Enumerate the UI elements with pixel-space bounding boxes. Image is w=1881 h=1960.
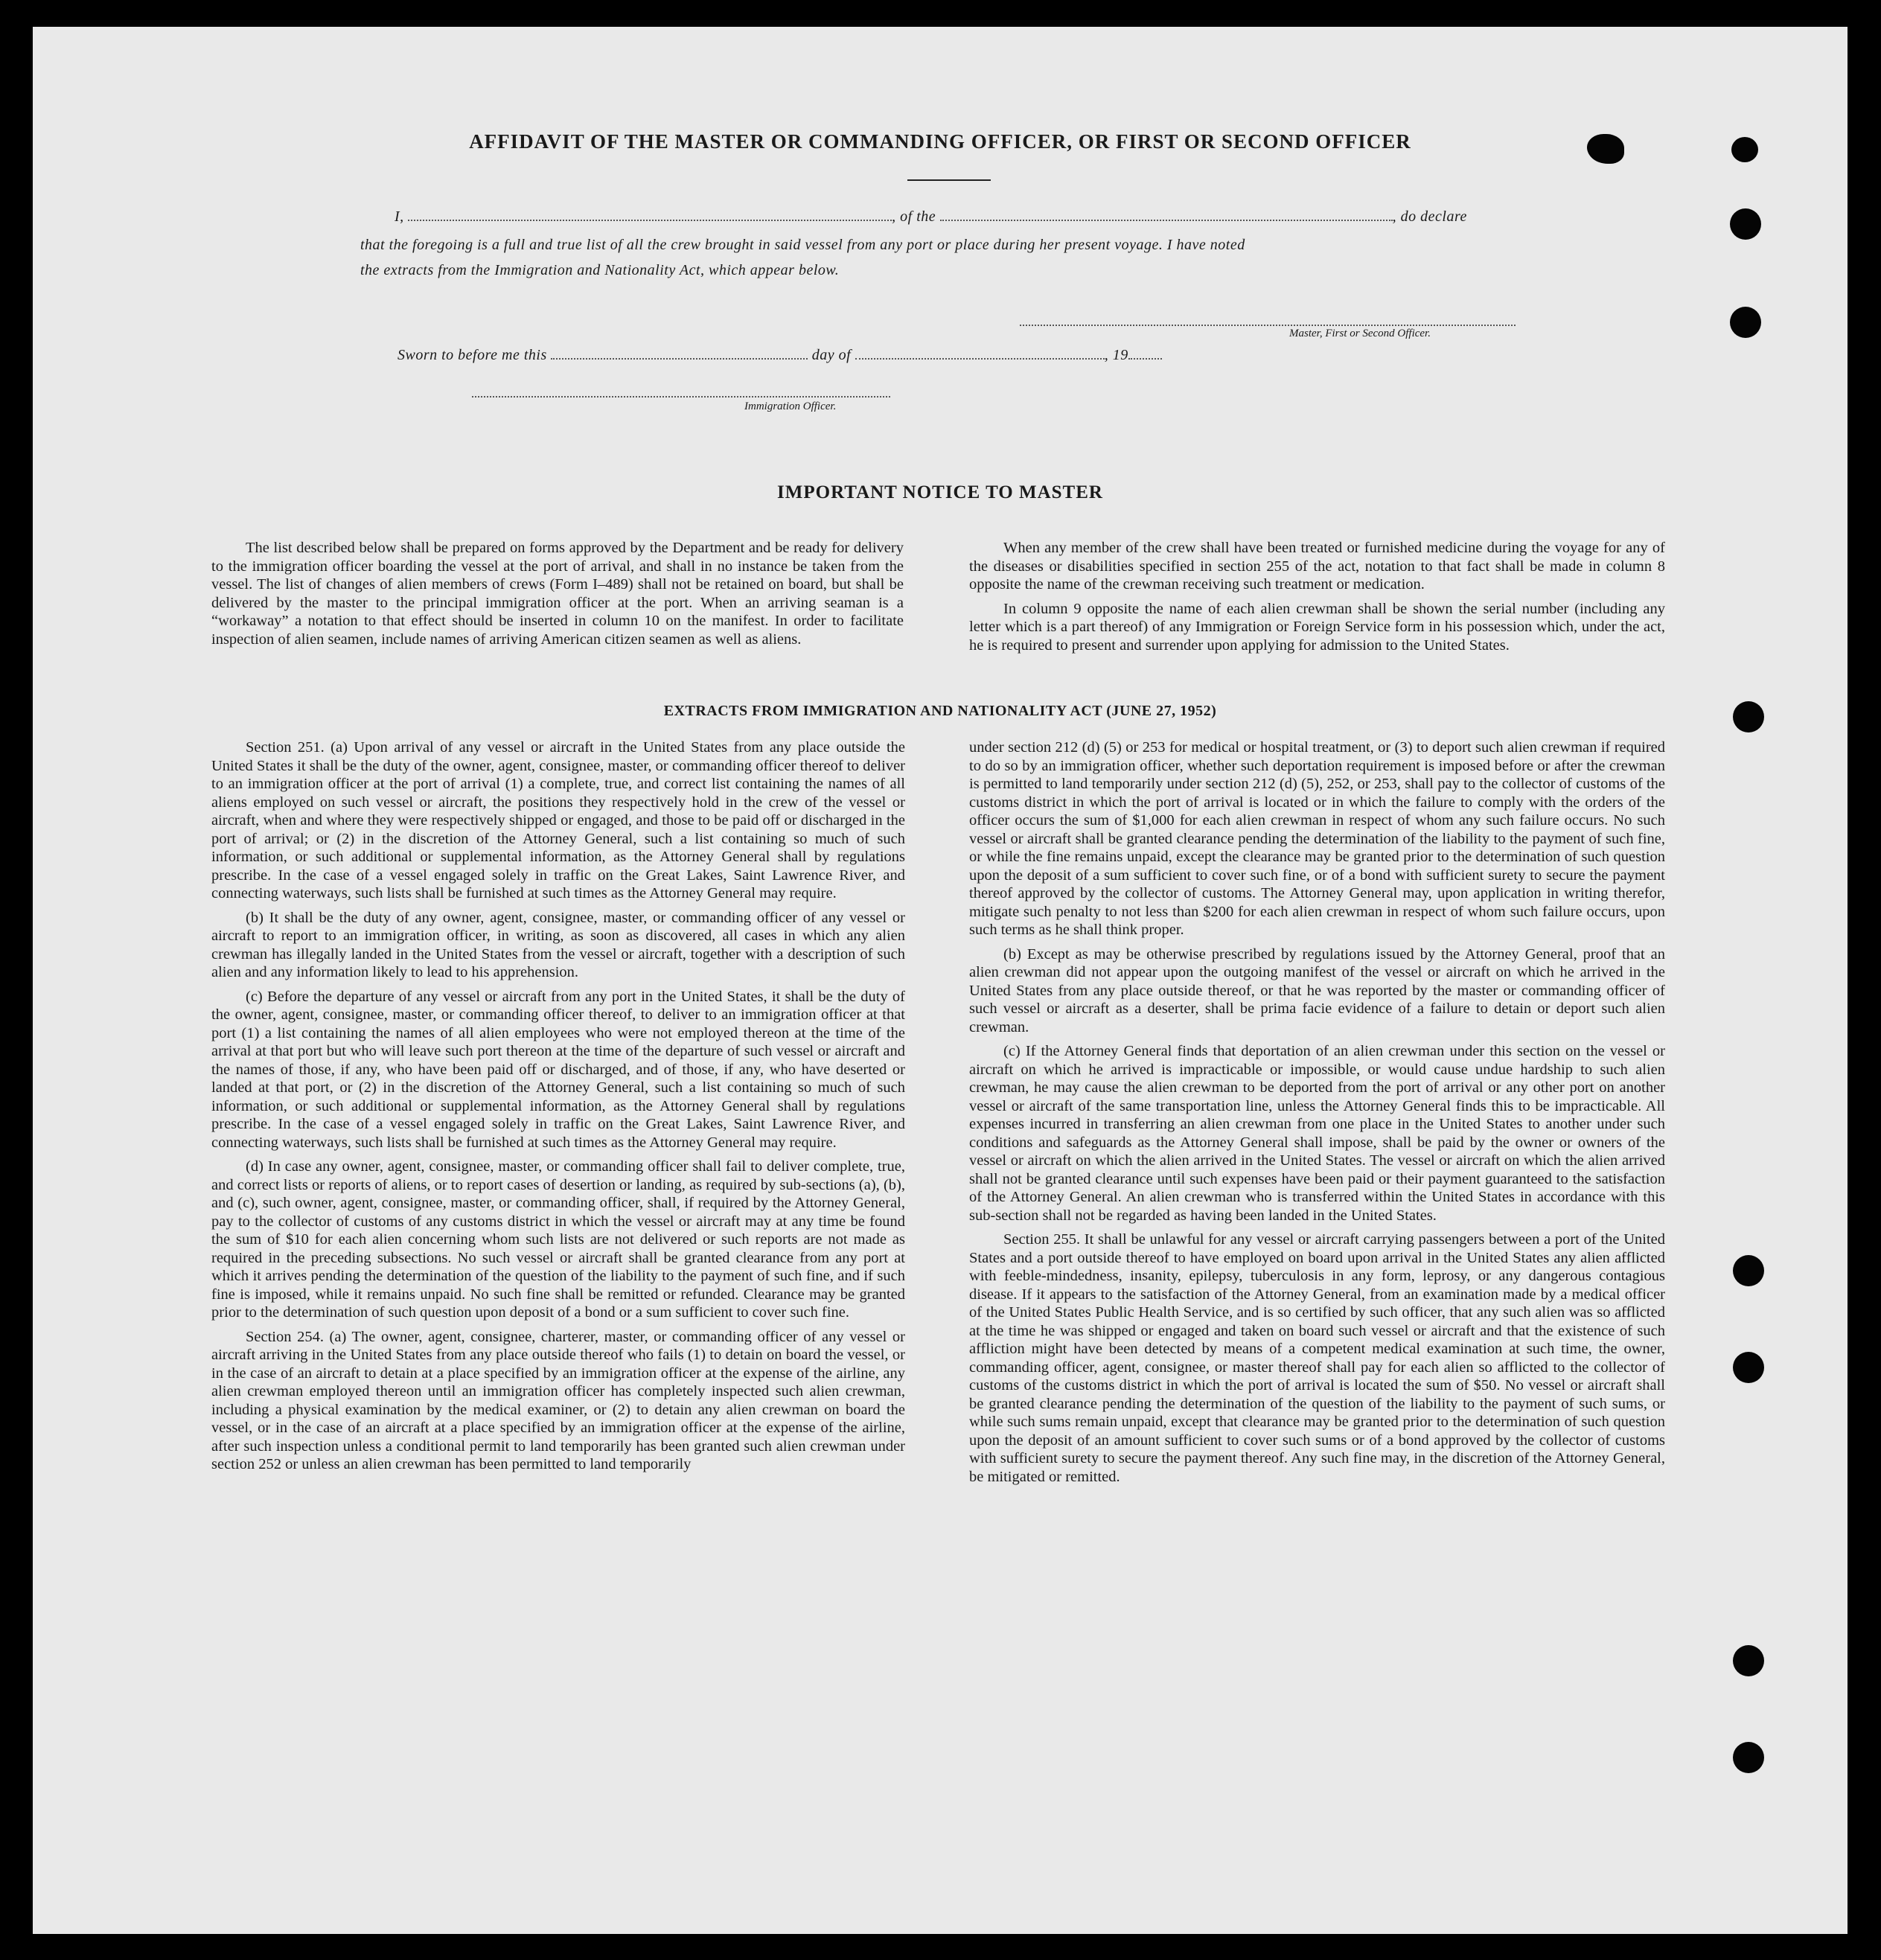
section-251-b: (b) It shall be the duty of any owner, agent, consignee, master, or commanding officer of any vessel or aircraft to report to an immigration officer, in writing, as soon as discovered, all cases in which any alien crewman has illegally landed in the United States from the vessel or aircraft, together with a description of such alien and any information likely to lead to his apprehension. xyxy=(211,909,905,980)
sworn-year: , 19 xyxy=(1104,347,1128,363)
sworn-line xyxy=(397,347,1162,364)
affidavit-title: AFFIDAVIT OF THE MASTER OR COMMANDING OFFICER, OR FIRST OR SECOND OFFICER xyxy=(469,130,1411,153)
notice-right-paragraph-1: When any member of the crew shall have been treated or furnished medicine during the voyage for any of the diseases or disabilities specified in section 255 of the act, notation to that fact shall be made in column 8 opposite the name of the crewman receiving such treatment or medication. xyxy=(969,540,1665,593)
punch-hole xyxy=(1733,1742,1764,1773)
section-254-a-continued: under section 212 (d) (5) or 253 for medical or hospital treatment, or (3) to deport such alien crewman if required to do so by an immigration officer, whether such deportation requirement is imposed before or after the crewman is permitted to land temporarily under section 212 (d) (5), 252, or 253, shall pay to the collector of customs of the customs district in which the port of arrival is located or in which the failure to comply with the orders of the officer occurs the sum of $1,000 for each alien crewman in respect of whom any such failure occurs. No such vessel or aircraft shall be granted clearance pending the determination of the liability to the payment of such fine, or while the fine remains unpaid, except the clearance may be granted prior to the determination of such question upon the deposit of a sum sufficient to cover such fine, or of a bond with sufficient surety to secure the payment thereof approved by the collector of customs. The Attorney General may, upon application in writing therefor, mitigate such penalty to not less than $200 for each alien crewman in respect of whom such failure occurs, upon such terms as he shall think proper. xyxy=(969,739,1665,938)
notice-left-column xyxy=(211,539,904,654)
punch-hole xyxy=(1733,1352,1764,1383)
extracts-right-column xyxy=(969,738,1665,1492)
sworn-year-blank[interactable] xyxy=(1128,357,1162,360)
sworn-day-of: day of xyxy=(811,347,852,363)
document-page xyxy=(33,27,1848,1934)
punch-hole xyxy=(1733,1255,1764,1286)
declaration-of-the: , of the xyxy=(892,208,936,225)
notice-right-paragraph-2: In column 9 opposite the name of each alien crewman shall be shown the serial number (including any letter which is a part thereof) of any Immigration or Foreign Service form in his possession which, under the act, he is required to present and surrender upon applying for admission to the United States. xyxy=(969,600,1665,654)
declaration-line-2: that the foregoing is a full and true list of all the crew brought in said vessel from any port or place during her present voyage. I have noted xyxy=(360,237,1245,253)
section-254-b: (b) Except as may be otherwise prescribed by regulations issued by the Attorney General, proof that an alien crewman did not appear upon the outgoing manifest of the vessel or aircraft on which he arrived in the United States from any place outside thereof, or that he was reported by the master or commanding officer of such vessel or aircraft as a deserter, shall be prima facie evidence of a failure to detain or deport such alien crewman. xyxy=(969,945,1665,1035)
section-254-c: (c) If the Attorney General finds that deportation of an alien crewman under this section on the vessel or aircraft on which he arrived is impracticable or impossible, or would cause undue hardship to such alien crewman, he may cause the alien crewman to be deported from the port of arrival or any other port on another vessel or aircraft of the same transportation line, unless the Attorney General finds this to be impracticable. All expenses incurred in transferring an alien crewman from one place in the United States to another under such conditions and safeguards as the Attorney General shall impose, shall be paid by the owner or owners of the vessel or aircraft on which the alien arrived in the United States. The vessel or aircraft on which the alien arrived shall not be granted clearance until such expenses have been paid or their payment guaranteed to the satisfaction of the Attorney General. An alien crewman who is transferred within the United States in accordance with this sub-section shall not be regarded as having been landed in the United States. xyxy=(969,1043,1665,1224)
section-251-c: (c) Before the departure of any vessel or aircraft from any port in the United States, it shall be the duty of the owner, agent, consignee, master, or commanding officer thereof, to deliver to an immigration officer at that port (1) a list containing the names of all alien employees who were not employed thereon at the time of the arrival at that port but who will leave such port thereon at the time of the departure of such vessel or aircraft and the names of those, if any, who have been paid off or discharged, and of those, if any, who have deserted or landed at that port, or (2) in the discretion of the Attorney General, such a list containing so much of such information, or such additional or supplemental information, as the Attorney General shall by regulations prescribe. In the case of a vessel engaged solely in traffic on the Great Lakes, Saint Lawrence River, and connecting waterways, such lists shall be furnished at such times as the Attorney General may require. xyxy=(211,988,905,1151)
extracts-left-column xyxy=(211,738,905,1480)
section-255: Section 255. It shall be unlawful for any vessel or aircraft carrying passengers between a port of the United States and a port outside thereof to have employed on board upon arrival in the United States any alien afflicted with feeble-mindedness, insanity, epilepsy, tuberculosis in any form, leprosy, or any dangerous contagious disease. If it appears to the satisfaction of the Attorney General, from an examination made by a medical officer of the United States Public Health Service, and is so certified by such officer, that any such alien was so afflicted at the time he was shipped or engaged and taken on board such vessel or aircraft and that the existence of such affliction might have been detected by means of a competent medical examination at such time, the owner, commanding officer, agent, consignee, or master thereof shall pay for each alien so afflicted to the collector of customs of the customs district in which the port of arrival is located the sum of $50. No vessel or aircraft shall be granted clearance pending the determination of the question of the liability to the payment of such sums, or while such sums remain unpaid, except that clearance may be granted prior to the determination of such question upon the deposit of an amount sufficient to cover such sums or of a bond approved by the collector of customs with sufficient surety to secure the payment thereof. Any such fine may, in the discretion of the Attorney General, be mitigated or remitted. xyxy=(969,1231,1665,1485)
title-divider xyxy=(907,179,991,181)
immigration-officer-signature-line[interactable] xyxy=(472,396,890,398)
punch-hole xyxy=(1730,208,1761,240)
name-blank[interactable] xyxy=(408,219,892,221)
sworn-day-blank[interactable] xyxy=(551,357,808,360)
important-notice-heading: IMPORTANT NOTICE TO MASTER xyxy=(777,482,1103,502)
punch-hole xyxy=(1733,1645,1764,1676)
section-251-d: (d) In case any owner, agent, consignee, master, or commanding officer shall fail to deliver complete, true, and correct lists or reports of aliens, or to report cases of desertion or landing, as required by sub-sections (a), (b), and (c), such owner, agent, consignee, master, or commanding officer, shall, if required by the Attorney General, pay to the collector of customs of any customs district in which the vessel or aircraft may at any time be found the sum of $10 for each alien concerning whom such lists are not delivered or such reports are not made as required in the preceding subsections. No such vessel or aircraft shall be granted clearance from any port at which it arrives pending the determination of the question of the liability to the payment of such fine, and if such fine is imposed, while it remains unpaid. No such fine shall be remitted or refunded. Clearance may be granted prior to the determination of such question upon deposit of a bond or a sum sufficient to cover such fine. xyxy=(211,1158,905,1321)
sworn-prefix: Sworn to before me this xyxy=(397,347,547,363)
section-251-a: Section 251. (a) Upon arrival of any vessel or aircraft in the United States from any place outside the United States it shall be the duty of the owner, agent, consignee, master, or commanding officer thereof to deliver to an immigration officer at the port of arrival (1) a complete, true, and correct list containing the names of all aliens employed on such vessel or aircraft, the positions they respectively hold in the crew of the vessel or aircraft, when and where they were respectively shipped or engaged, and those to be paid off or discharged in the port of arrival; or (2) in the discretion of the Attorney General, such a list containing so much of such information, or such additional or supplemental information, as the Attorney General shall by regulations prescribe. In the case of a vessel engaged solely in traffic on the Great Lakes, Saint Lawrence River, and connecting waterways, such lists shall be furnished at such times as the Attorney General may require. xyxy=(211,739,905,901)
notice-right-column xyxy=(969,539,1665,660)
master-signature-line[interactable] xyxy=(1020,325,1516,326)
extracts-heading: EXTRACTS FROM IMMIGRATION AND NATIONALITY ACT (JUNE 27, 1952) xyxy=(663,703,1217,719)
punch-hole xyxy=(1730,307,1761,338)
declaration-i: I, xyxy=(395,208,404,225)
declaration-line-1 xyxy=(395,208,1545,226)
declaration-line-3: the extracts from the Immigration and Nationality Act, which appear below. xyxy=(360,262,840,278)
vessel-blank[interactable] xyxy=(940,219,1393,221)
master-signature-caption: Master, First or Second Officer. xyxy=(1289,328,1431,339)
notice-left-paragraph: The list described below shall be prepared on forms approved by the Department and be ready for delivery to the immigration officer boarding the vessel at the port of arrival, and shall in no instance be taken from the vessel. The list of changes of alien members of crews (Form I–489) shall not be retained on board, but shall be delivered by the master to the principal immigration officer at the port. When an arriving seaman is a “workaway” a notation to that effect should be inserted in column 10 on the manifest. In order to facilitate inspection of alien seamen, include names of arriving American citizen seamen as well as aliens. xyxy=(211,540,904,648)
sworn-month-blank[interactable] xyxy=(855,357,1105,360)
section-254-a: Section 254. (a) The owner, agent, consignee, charterer, master, or commanding officer of any vessel or aircraft arriving in the United States from any place outside thereof who fails (1) to detain on board the vessel, or in the case of an aircraft to detain at a place specified by an immigration officer at the expense of the airline, any alien crewman employed thereon until an immigration officer has completely inspected such alien crewman, including a physical examination by the medical examiner, or (2) to detain any alien crewman on board the vessel, or in the case of an aircraft at a place specified by an immigration officer at the expense of the airline, after such inspection unless a conditional permit to land temporarily has been granted such alien crewman under section 252 or unless an alien crewman has been permitted to land temporarily xyxy=(211,1328,905,1472)
declaration-do-declare: , do declare xyxy=(1392,208,1467,225)
immigration-officer-caption: Immigration Officer. xyxy=(744,400,837,412)
